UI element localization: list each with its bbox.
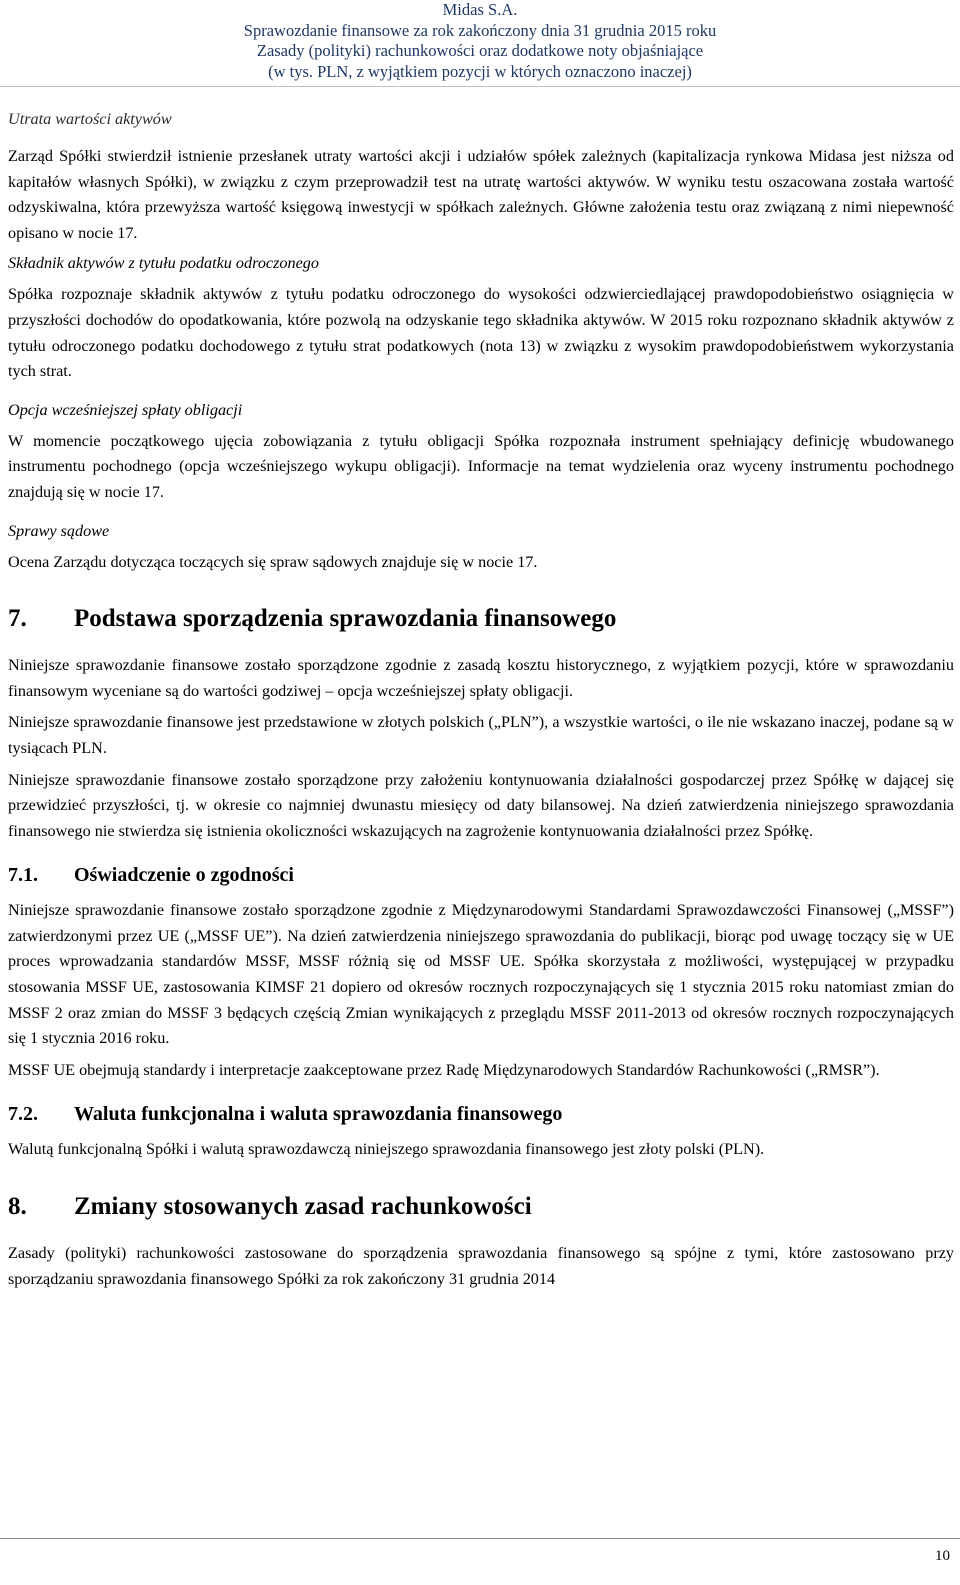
deferred-tax-heading: Składnik aktywów z tytułu podatku odroczonego bbox=[8, 254, 319, 273]
section-7-paragraph-1: Niniejsze sprawozdanie finansowe zostało sporządzone zgodnie z zasadą kosztu historycznego, z wyjątkiem pozycji, które w sprawozdaniu finansowym wyceniane są do wartości godziwej – opcja wcześniejszej spłaty obligacji. bbox=[8, 656, 954, 700]
section-8-heading bbox=[8, 1191, 954, 1223]
section-7-1-paragraph-1: Niniejsze sprawozdanie finansowe zostało sporządzone zgodnie z Międzynarodowymi Standardami Sprawozdawczości Finansowej („MSSF”) zatwierdzonymi przez UE („MSSF UE”). Na dzień zatwierdzenia niniejszego sprawozdania do publikacji, biorąc pod uwagę toczący się w UE proces wprowadzania standardów MSSF, MSSF różnią się od MSSF UE. Spółka skorzystała z możliwości, występującej w przypadku stosowania MSSF UE, zastosowania KIMSF 21 dopiero od okresów rocznych rozpoczynających się 1 stycznia 2015 roku natomiast zmian do MSSF 2 oraz zmian do MSSF 3 będących częścią Zmian wynikających z przeglądu MSSF 2011-2013 od okresów rocznych rozpoczynających się 1 stycznia 2016 roku. bbox=[8, 901, 954, 1048]
header-policies: Zasady (polityki) rachunkowości oraz dodatkowe noty objaśniające bbox=[256, 41, 704, 60]
legal-heading: Sprawy sądowe bbox=[8, 521, 110, 540]
section-8-number: 8. bbox=[8, 1193, 27, 1221]
section-7-2-paragraph-1: Walutą funkcjonalną Spółki i walutą sprawozdawczą niniejszego sprawozdania finansowego jest złoty polski (PLN). bbox=[8, 1140, 765, 1159]
section-7-1-title: Oświadczenie o zgodności bbox=[74, 864, 294, 887]
section-7-paragraph-2: Niniejsze sprawozdanie finansowe jest przedstawione w złotych polskich („PLN”), a wszystkie wartości, o ile nie wskazano inaczej, podane są w tysiącach PLN. bbox=[8, 713, 954, 757]
header-units: (w tys. PLN, z wyjątkiem pozycji w których oznaczono inaczej) bbox=[268, 61, 692, 81]
page-number: 10 bbox=[935, 1548, 950, 1564]
section-7-2-number: 7.2. bbox=[8, 1103, 38, 1126]
section-8-title: Zmiany stosowanych zasad rachunkowości bbox=[74, 1193, 532, 1221]
section-7-2-heading bbox=[8, 1101, 954, 1127]
impairment-paragraph: Zarząd Spółki stwierdził istnienie przesłanek utraty wartości akcji i udziałów spółek zależnych (kapitalizacja rynkowa Midasa jest niższa od kapitałów własnych Spółki), w związku z czym przeprowadził test na utratę wartości aktywów. W wyniku testu oszacowana została wartość odzyskiwalna, która przewyższa wartość księgową inwestycji w spółkach zależnych. Główne założenia testu oraz związaną z nimi niepewność opisano w nocie 17. bbox=[8, 147, 954, 242]
page-header bbox=[0, 0, 960, 88]
header-report-title: Sprawozdanie finansowe za rok zakończony dnia 31 grudnia 2015 roku bbox=[243, 20, 717, 40]
section-7-heading bbox=[8, 603, 954, 635]
section-7-2-title: Waluta funkcjonalna i waluta sprawozdania finansowego bbox=[74, 1103, 563, 1126]
section-8-paragraph-1: Zasady (polityki) rachunkowości zastosowane do sporządzenia sprawozdania finansowego są spójne z tymi, które zastosowano przy sporządzaniu sprawozdania finansowego Spółki za rok zakończony 31 grudnia 2014 bbox=[8, 1244, 954, 1288]
section-7-paragraph-3: Niniejsze sprawozdanie finansowe zostało sporządzone przy założeniu kontynuowania działalności gospodarczej przez Spółkę w dającej się przewidzieć przyszłości, tj. w okresie co najmniej dwunastu miesięcy od daty bilansowej. Na dzień zatwierdzenia niniejszego sprawozdania finansowego nie stwierdza się istnienia okoliczności wskazujących na zagrożenie kontynuowania działalności przez Spółkę. bbox=[8, 770, 954, 840]
deferred-tax-paragraph: Spółka rozpoznaje składnik aktywów z tytułu podatku odroczonego do wysokości odzwierciedlającej prawdopodobieństwo osiągnięcia w przyszłości dochodów do opodatkowania, które pozwolą na odzyskanie tego składnika aktywów. W 2015 roku rozpoznano składnik aktywów z tytułu odroczonego podatku dochodowego z tytułu strat podatkowych (nota 13) w związku z wysokim prawdopodobieństwem wykorzystania tych strat. bbox=[8, 285, 954, 381]
footer-divider bbox=[0, 1538, 960, 1539]
legal-paragraph: Ocena Zarządu dotycząca toczących się spraw sądowych znajduje się w nocie 17. bbox=[8, 552, 538, 571]
early-repayment-heading: Opcja wcześniejszej spłaty obligacji bbox=[8, 400, 243, 419]
section-7-1-paragraph-2: MSSF UE obejmują standardy i interpretacje zaakceptowane przez Radę Międzynarodowych Standardów Rachunkowości („RMSR”). bbox=[8, 1060, 880, 1079]
header-divider bbox=[0, 86, 960, 87]
early-repayment-paragraph: W momencie początkowego ujęcia zobowiązania z tytułu obligacji Spółka rozpoznała instrument spełniający definicję wbudowanego instrumentu pochodnego (opcja wcześniejszego wykupu obligacji). Informacje na temat wydzielenia oraz wyceny instrumentu pochodnego znajdują się w nocie 17. bbox=[8, 431, 954, 501]
section-7-1-heading bbox=[8, 862, 954, 888]
impairment-heading: Utrata wartości aktywów bbox=[8, 110, 172, 128]
section-7-title: Podstawa sporządzenia sprawozdania finansowego bbox=[74, 605, 617, 633]
section-7-number: 7. bbox=[8, 605, 27, 633]
document-body bbox=[8, 108, 954, 1298]
header-company: Midas S.A. bbox=[442, 0, 518, 19]
section-7-1-number: 7.1. bbox=[8, 864, 38, 887]
